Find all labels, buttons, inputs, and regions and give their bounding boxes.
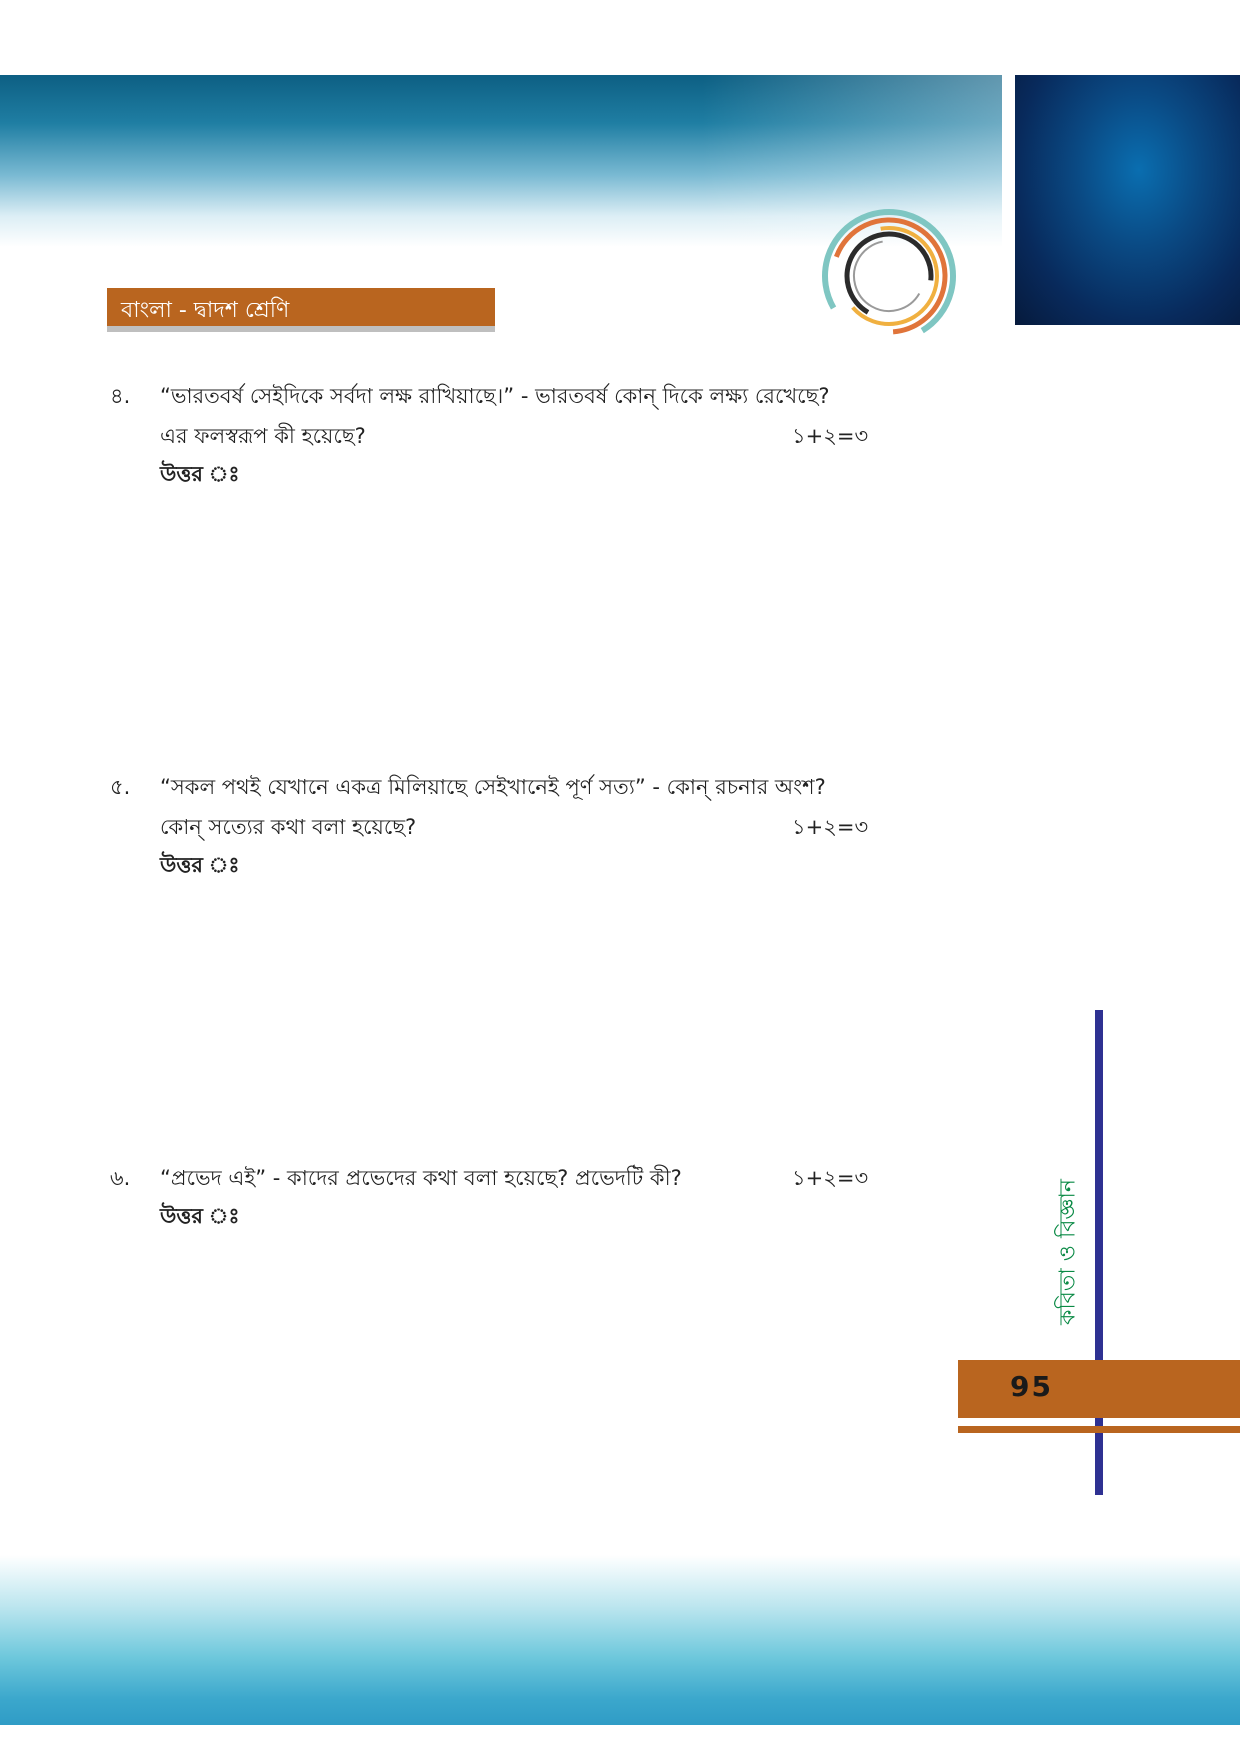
page-number-underline: [958, 1426, 1240, 1433]
question-number: ৬.: [110, 1166, 131, 1190]
sidebar-vertical-rule: [1095, 1010, 1103, 1495]
question-marks: ১+২=৩: [792, 815, 869, 839]
subject-header-label: বাংলা - দ্বাদশ শ্রেণি: [121, 298, 290, 323]
answer-label: উত্তর ঃ: [160, 853, 240, 877]
question-text-line1: “প্রভেদ এই” - কাদের প্রভেদের কথা বলা হয়েছে? প্রভেদটি কী?: [160, 1166, 682, 1190]
subject-header-tab: [107, 288, 495, 332]
page-number-box: [958, 1360, 1240, 1418]
answer-label: উত্তর ঃ: [160, 1204, 240, 1228]
chapter-title: কবিতা ও বিজ্ঞান: [1055, 1178, 1081, 1326]
footer-gradient-band: [0, 1555, 1240, 1725]
question-marks: ১+২=৩: [792, 1166, 869, 1190]
question-marks: ১+২=৩: [792, 424, 869, 448]
decorative-rings-icon: [818, 205, 960, 347]
header-corner-square: [1015, 75, 1240, 325]
question-text-line2: কোন্ সত্যের কথা বলা হয়েছে?: [160, 815, 417, 839]
question-number: ৫.: [110, 775, 131, 799]
question-text-line1: “সকল পথই যেখানে একত্র মিলিয়াছে সেইখানেই পূর্ণ সত্য” - কোন্ রচনার অংশ?: [160, 775, 826, 799]
question-number: ৪.: [110, 384, 131, 408]
answer-label: উত্তর ঃ: [160, 462, 240, 486]
page-number: 95: [1010, 1370, 1053, 1403]
question-text-line2: এর ফলস্বরূপ কী হয়েছে?: [160, 424, 366, 448]
question-text-line1: “ভারতবর্ষ সেইদিকে সর্বদা লক্ষ রাখিয়াছে।” - ভারতবর্ষ কোন্ দিকে লক্ষ্য রেখেছে?: [160, 384, 830, 408]
